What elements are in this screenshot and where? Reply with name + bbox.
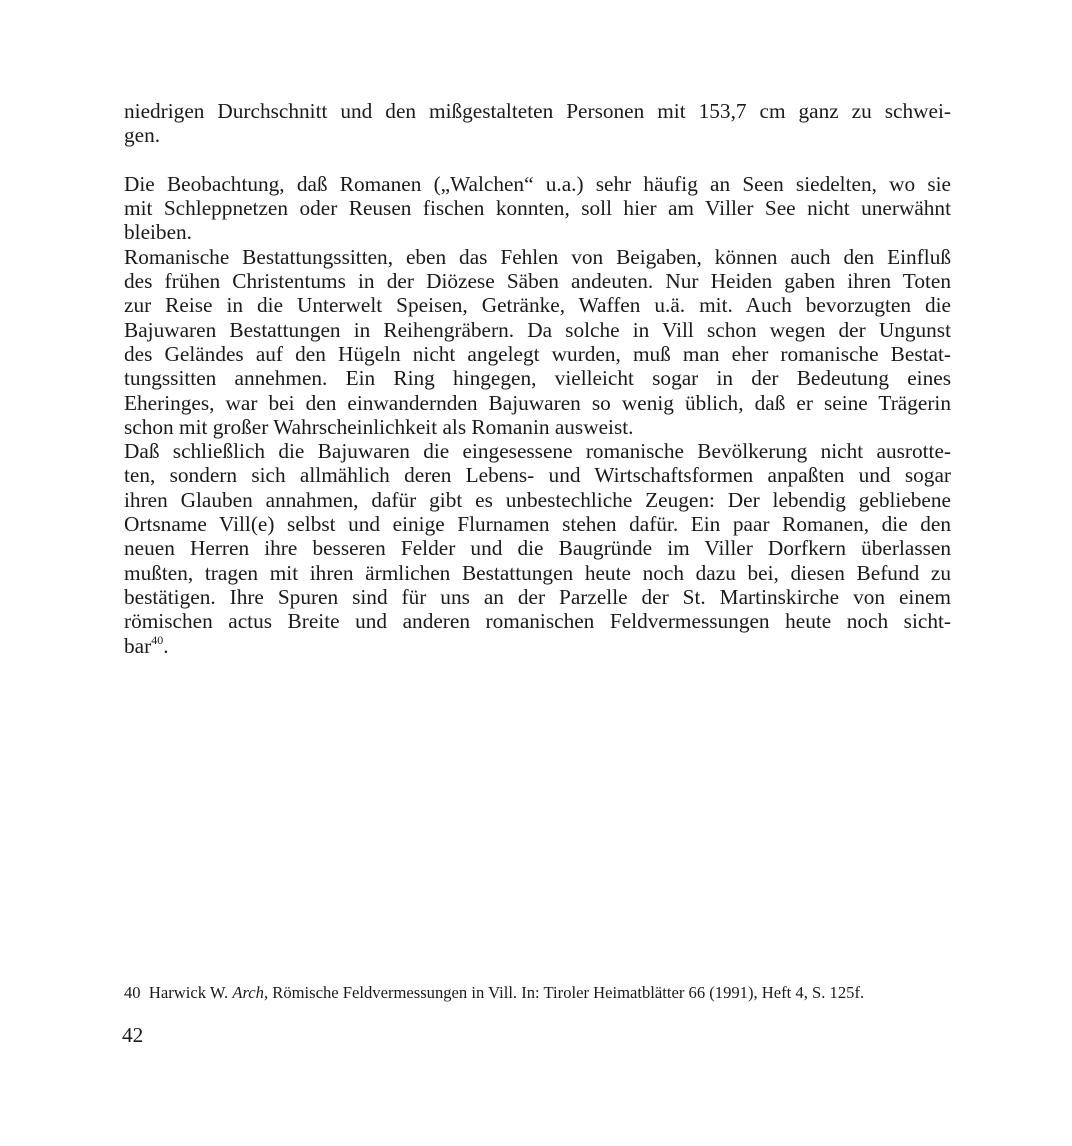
footnote-author-emphasis: Arch, — [232, 983, 269, 1002]
footnote-author: Harwick W. — [148, 983, 229, 1002]
text-line: Ortsname Vill(e) selbst und einige Flurnamen stehen dafür. Ein paar Romanen, die den — [124, 512, 951, 537]
text-line: Romanische Bestattungssitten, eben das Fehlen von Beigaben, können auch den Einfluß — [124, 244, 951, 269]
text-line: gen. — [124, 123, 161, 148]
text-line — [124, 634, 951, 658]
paragraph-3 — [124, 245, 951, 439]
paragraph-4 — [124, 439, 951, 658]
text-line: des frühen Christentums in der Diözese Säben andeuten. Nur Heiden gaben ihren Toten — [124, 269, 951, 294]
text-line: ten, sondern sich allmählich deren Lebens- und Wirtschaftsformen anpaßten und sogar — [124, 463, 951, 488]
text-line: römischen actus Breite und anderen romanischen Feldvermessungen heute noch sicht- — [124, 609, 951, 634]
footnote — [124, 983, 964, 1003]
text-line: Eheringes, war bei den einwandernden Bajuwaren so wenig üblich, daß er seine Trägerin — [124, 390, 951, 415]
body-text — [124, 99, 951, 658]
text-line: tungssitten annehmen. Ein Ring hingegen, vielleicht sogar in der Bedeutung eines — [124, 366, 951, 391]
paragraph-1 — [124, 99, 951, 148]
footnote-number: 40 — [124, 983, 141, 1002]
text-line: bleiben. — [124, 220, 193, 245]
text-line: Die Beobachtung, daß Romanen („Walchen“ u.a.) sehr häufig an Seen siedelten, wo sie — [124, 171, 951, 196]
text-line: des Geländes auf den Hügeln nicht angelegt wurden, muß man eher romanische Bestat- — [124, 341, 951, 366]
paragraph-2 — [124, 172, 951, 245]
text-line: Bajuwaren Bestattungen in Reihengräbern. Da solche in Vill schon wegen der Ungunst — [124, 317, 951, 342]
final-word: bar — [124, 633, 152, 658]
text-line: mit Schleppnetzen oder Reusen fischen konnten, soll hier am Viller See nicht unerwähnt — [124, 196, 951, 221]
text-line: niedrigen Durchschnitt und den mißgestalteten Personen mit 153,7 cm ganz zu schwei- — [124, 99, 951, 123]
text-line: ihren Glauben annahmen, dafür gibt es unbestechliche Zeugen: Der lebendig gebliebene — [124, 487, 951, 512]
final-punctuation: . — [163, 633, 169, 658]
text-line: neuen Herren ihre besseren Felder und die Baugründe im Viller Dorfkern überlassen — [124, 536, 951, 561]
text-line: schon mit großer Wahrscheinlichkeit als Romanin ausweist. — [124, 414, 634, 439]
footnote-text: Römische Feldvermessungen in Vill. In: Tiroler Heimatblätter 66 (1991), Heft 4, S. 125f. — [272, 983, 865, 1002]
text-line: bestätigen. Ihre Spuren sind für uns an der Parzelle der St. Martinskirche von einem — [124, 584, 951, 609]
footnote-reference[interactable]: 40 — [151, 632, 164, 647]
text-line: zur Reise in die Unterwelt Speisen, Getränke, Waffen u.ä. mit. Auch bevorzugten die — [124, 293, 951, 318]
text-line: mußten, tragen mit ihren ärmlichen Bestattungen heute noch dazu bei, diesen Befund zu — [124, 560, 951, 585]
text-line: Daß schließlich die Bajuwaren die eingesessene romanische Bevölkerung nicht ausrotte- — [124, 439, 951, 464]
page-number: 42 — [122, 1023, 144, 1047]
paragraph-spacer — [124, 148, 951, 172]
